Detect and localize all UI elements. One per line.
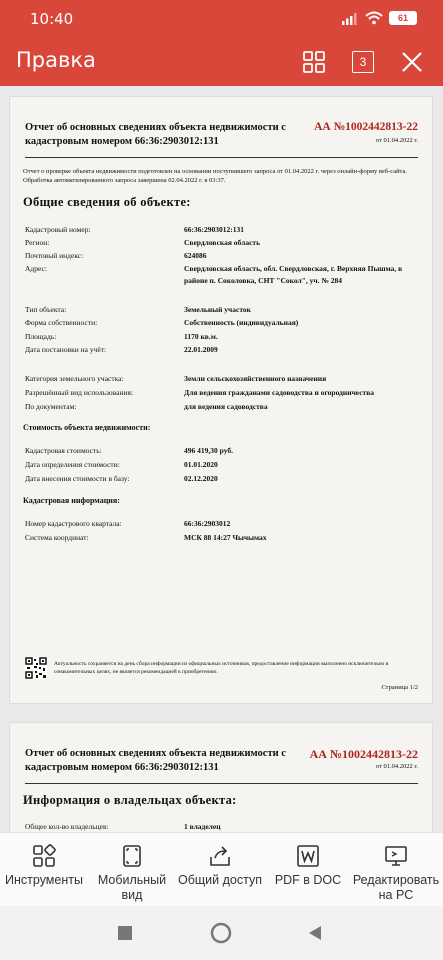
close-button[interactable] [396,46,428,78]
tool-label: Мобильный вид [97,873,167,902]
tool-label: Инструменты [5,873,83,887]
document-page-1 [9,96,433,704]
pdf-to-doc-button[interactable] [264,843,352,888]
page-title: Правка [16,48,96,72]
row-value: Для ведения гражданами садоводства и огородничества [184,388,375,397]
row-value: 1 владелец [184,822,221,831]
row-value: для ведения садоводства [184,402,268,411]
row-value: Земли сельскохозяйственного назначения [184,374,327,383]
home-button[interactable] [208,920,234,946]
row-label: Почтовый индекс: [25,251,84,260]
row-label: Разрешённый вид использования: [25,388,134,397]
row-value: Свердловская область, обл. Свердловская, г. Верхняя Пышма, в районе п. Соколовка, СНТ "Сокол", уч. № 284 [184,264,403,285]
report-note: Отчет о проверке объекта недвижимости подготовлен на основании поступившего запроса от 01.04.2022 г. через онлайн-форму веб-сайта. Обработка автоматизированного запроса завершена 02.04.2022 г. в 03:37. [23,168,407,184]
row-label: Дата определения стоимости: [25,460,120,469]
pdf-to-doc-icon [295,843,321,869]
tools-button[interactable] [0,843,88,888]
grid-view-button[interactable] [298,46,330,78]
mobile-view-icon [119,843,145,869]
document-viewer[interactable] [0,86,443,832]
report-number: АА №1002442813-22 [309,747,418,761]
tool-label: Общий доступ [178,873,262,887]
row-value: 1170 кв.м. [184,332,218,341]
status-bar [0,0,443,38]
row-label: Регион: [25,238,50,247]
row-value: 66:36:2903012 [184,519,231,528]
share-button[interactable] [176,843,264,888]
back-button[interactable] [302,920,328,946]
row-value: 22.01.2009 [184,345,218,354]
home-icon [210,922,232,944]
row-value: Земельный участок [184,305,251,314]
qr-code-icon [25,657,47,679]
row-value: 66:36:2903012:131 [184,225,244,234]
tool-label: PDF в DOC [274,873,342,887]
row-value: 496 419,30 руб. [184,446,233,455]
back-icon [307,925,323,941]
recents-button[interactable] [112,920,138,946]
app-header [0,38,443,86]
row-value: МСК 88 14:27 Чычымах [184,533,267,542]
general-info-title: Общие сведения об объекте: [23,195,191,209]
header-divider [25,783,418,784]
cost-section-title: Стоимость объекта недвижимости: [23,423,151,432]
row-label: Номер кадастрового квартала: [25,519,122,528]
row-label: Общее кол-во владельцев: [25,822,109,831]
battery-icon: 61 [389,11,417,25]
signal-icon [341,12,359,25]
row-label: Тип объекта: [25,305,67,314]
report-title: Отчет об основных сведениях объекта недвижимости с кадастровым номером 66:36:2903012:131 [25,122,286,147]
header-divider [25,157,418,158]
report-date: от 01.04.2022 г. [375,137,418,144]
tools-icon [31,843,57,869]
row-value: 624086 [184,251,207,260]
edit-on-pc-button[interactable] [352,843,440,903]
row-label: Кадастровый номер: [25,225,91,234]
row-value: 01.01.2020 [184,460,218,469]
row-value: Собственность (индивидуальная) [184,318,299,327]
row-label: Система координат: [25,533,89,542]
row-label: Кадастровая стоимость: [25,446,102,455]
wifi-icon [365,11,383,25]
pages-count: 3 [352,51,374,73]
close-icon [401,51,423,73]
bottom-toolbar [0,832,443,906]
report-number: АА №1002442813-22 [314,121,418,133]
edit-on-pc-icon [383,843,409,869]
pages-count-button[interactable] [347,46,379,78]
row-label: Адрес: [25,264,47,273]
report-date: от 01.04.2022 г. [375,763,418,770]
cadastral-section-title: Кадастровая информация: [23,496,120,505]
status-icons [341,11,417,25]
share-icon [207,843,233,869]
grid-icon [302,50,326,74]
row-label: Площадь: [25,332,57,341]
row-value: 02.12.2020 [184,474,218,483]
status-time: 10:40 [30,10,74,28]
row-label: Дата постановки на учёт: [25,345,107,354]
report-title: Отчет об основных сведениях объекта недвижимости с кадастровым номером 66:36:2903012:131 [25,748,286,773]
system-nav-bar [0,906,443,960]
row-label: Форма собственности: [25,318,98,327]
owners-title: Информация о владельцах объекта: [23,793,237,807]
page-number: Страница 1/2 [381,684,418,691]
tool-label: Редактировать на PC [352,873,440,902]
row-label: По документам: [25,402,77,411]
row-label: Категория земельного участка: [25,374,124,383]
row-label: Дата внесения стоимости в базу: [25,474,130,483]
row-value: Свердловская область [184,238,261,247]
document-page-2 [9,722,433,832]
footer-note: Актуальность сохраняется на день сбора информации из официальных источников, предоставление информации выполнено исключительно в ознакомительных целях, не является рекомендацией к приобретению. [54,661,389,675]
mobile-view-button[interactable] [88,843,176,903]
recents-icon [118,926,132,940]
